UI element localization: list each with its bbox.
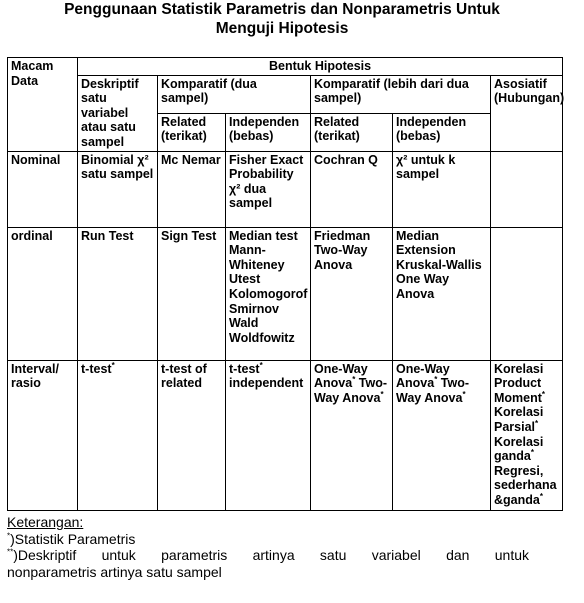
cell-asosiatif — [491, 227, 563, 360]
title-line-2: Menguji Hipotesis — [215, 20, 349, 37]
cell-related-lebih: Friedman Two-Way Anova — [311, 227, 393, 360]
table-row-nominal — [8, 151, 563, 227]
header-asosiatif: Asosiatif (Hubungan) — [491, 75, 563, 151]
header-deskriptif: Deskriptif satu variabel atau satu sampel — [78, 75, 158, 151]
document-title — [0, 0, 564, 38]
cell-asosiatif: Korelasi Product Moment* Korelasi Parsial* Korelasi ganda* Regresi, sederhana &ganda* — [491, 360, 563, 510]
cell-related-lebih: One-Way Anova* Two-Way Anova* — [311, 360, 393, 510]
header-macam-data: Macam Data — [8, 58, 78, 152]
header-komparatif-lebih: Komparatif (lebih dari dua sampel) — [311, 75, 491, 113]
header-komparatif-dua: Komparatif (dua sampel) — [158, 75, 311, 113]
cell-independen-lebih: χ² untuk k sampel — [393, 151, 491, 227]
cell-independen-dua: t-test* independent — [226, 360, 311, 510]
table-row-interval-rasio — [8, 360, 563, 510]
header-bentuk-hipotesis: Bentuk Hipotesis — [78, 58, 563, 76]
cell-macam: ordinal — [8, 227, 78, 360]
cell-macam: Nominal — [8, 151, 78, 227]
note-deskriptif-cont: nonparametris artinya satu sampel — [7, 563, 222, 580]
cell-deskriptif: Run Test — [78, 227, 158, 360]
header-related-lebih: Related (terikat) — [311, 113, 393, 151]
cell-asosiatif — [491, 151, 563, 227]
cell-macam: Interval/ rasio — [8, 360, 78, 510]
notes-section — [7, 514, 529, 580]
note-parametris: *)Statistik Parametris — [7, 530, 136, 547]
cell-independen-lebih: One-Way Anova* Two-Way Anova* — [393, 360, 491, 510]
cell-independen-dua: Median test Mann-Whiteney Utest Kolomogorof Smirnov Wald Woldfowitz — [226, 227, 311, 360]
header-row-2 — [8, 75, 563, 113]
cell-independen-lebih: Median Extension Kruskal-Wallis One Way Anova — [393, 227, 491, 360]
cell-deskriptif: Binomial χ² satu sampel — [78, 151, 158, 227]
header-independen-dua: Independen (bebas) — [226, 113, 311, 151]
notes-heading: Keterangan: — [7, 514, 84, 530]
cell-independen-dua: Fisher Exact Probability χ² dua sampel — [226, 151, 311, 227]
cell-related-lebih: Cochran Q — [311, 151, 393, 227]
header-related-dua: Related (terikat) — [158, 113, 226, 151]
hypothesis-test-table — [7, 57, 563, 511]
cell-related-dua: t-test of related — [158, 360, 226, 510]
cell-deskriptif: t-test* — [78, 360, 158, 510]
note-deskriptif: **)Deskriptif untuk parametris artinya satu variabel dan untuk — [7, 547, 529, 563]
cell-related-dua: Mc Nemar — [158, 151, 226, 227]
title-line-1: Penggunaan Statistik Parametris dan Nonparametris Untuk — [64, 1, 500, 18]
header-independen-lebih: Independen (bebas) — [393, 113, 491, 151]
cell-related-dua: Sign Test — [158, 227, 226, 360]
header-row-1 — [8, 58, 563, 76]
table-row-ordinal — [8, 227, 563, 360]
